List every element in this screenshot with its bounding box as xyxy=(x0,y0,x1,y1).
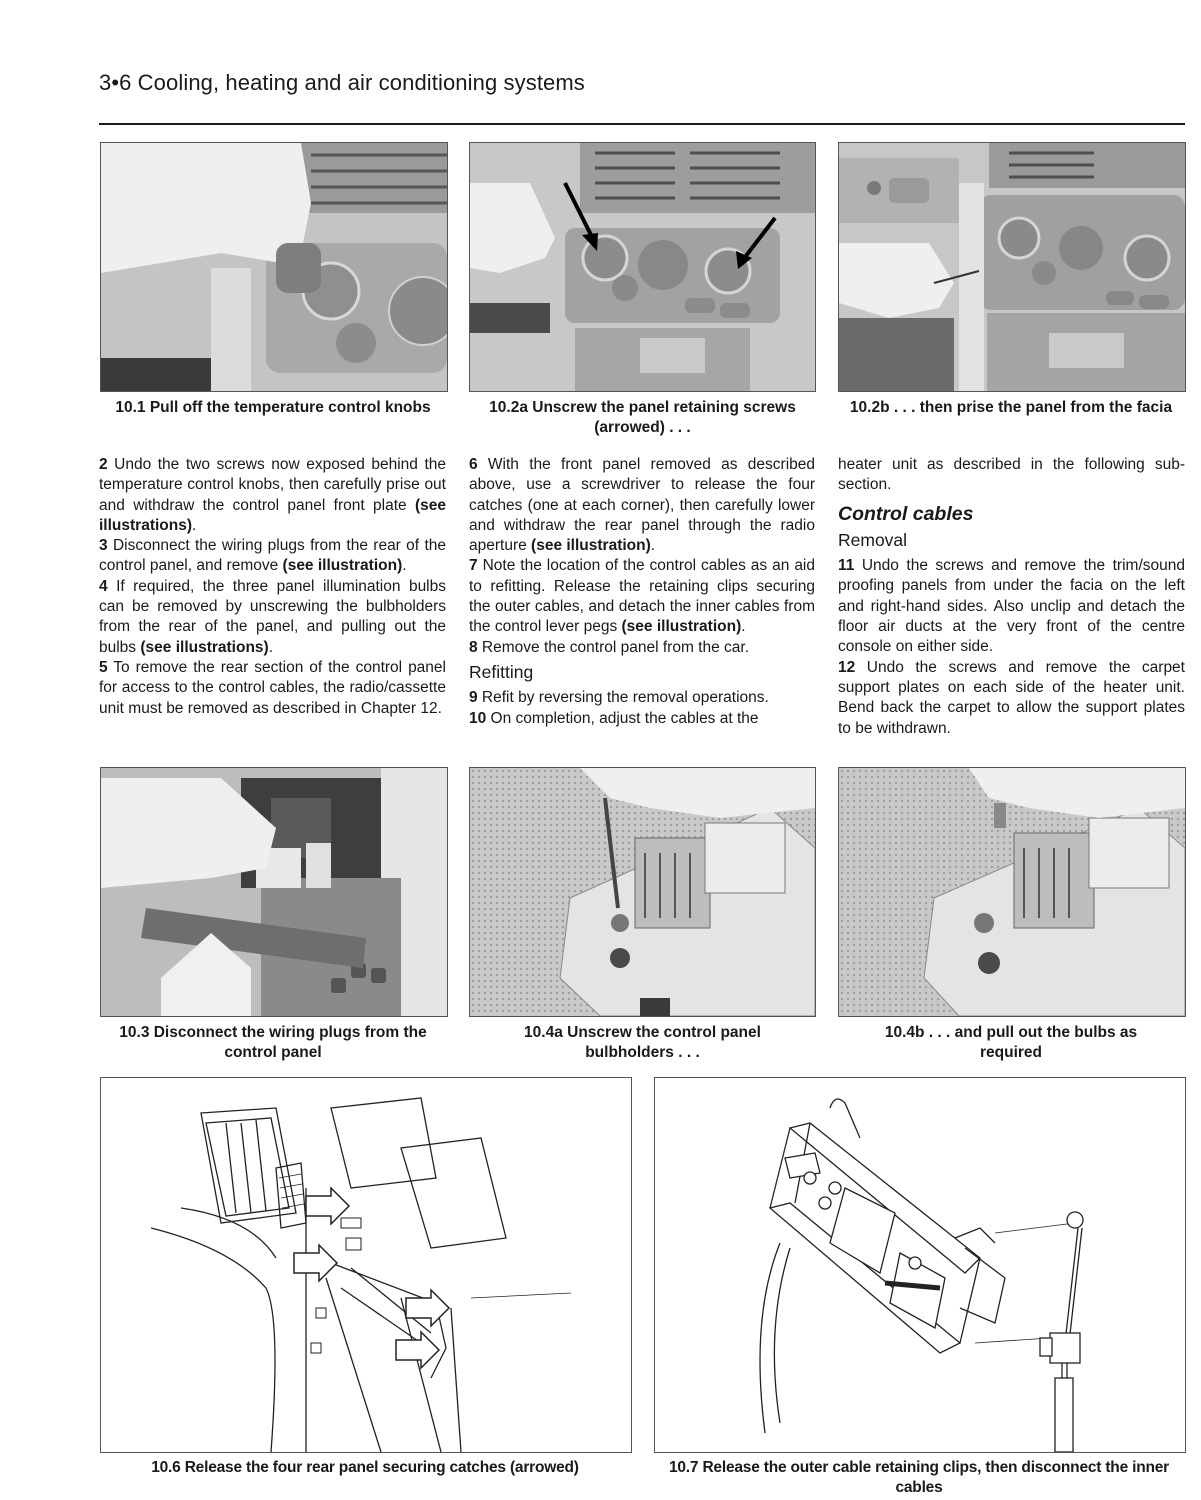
paragraph-2: 2 Undo the two screws now exposed behind the temperature control knobs, then carefully prise out and withdraw the control panel front plate (see illustrations). xyxy=(99,456,446,534)
diagram-10-7 xyxy=(654,1077,1186,1453)
paragraph-10: 10 On completion, adjust the cables at the xyxy=(469,709,759,727)
caption-10-7: 10.7 Release the outer cable retaining clips, then disconnect the inner cables xyxy=(668,1459,1170,1496)
photo-10-3 xyxy=(100,767,448,1017)
paragraph-6: 6 With the front panel removed as described above, use a screwdriver to release the four catches (one at each corner), then carefully lower and withdraw the rear panel through the radio aperture (see illustration). xyxy=(469,456,815,555)
paragraph-continued: heater unit as described in the following sub-section. xyxy=(838,456,1185,494)
header-rule xyxy=(99,123,1185,125)
section-heading-control-cables: Control cables xyxy=(838,502,974,525)
paragraph-12: 12 Undo the screws and remove the carpet support plates on each side of the heater unit. Bend back the carpet to allow the support plates to be withdrawn. xyxy=(838,658,1185,737)
caption-10-4a: 10.4a Unscrew the control panel bulbholders . . . xyxy=(524,1024,761,1061)
paragraph-9: 9 Refit by reversing the removal operations. xyxy=(469,689,769,707)
caption-10-6: 10.6 Release the four rear panel securing catches (arrowed) xyxy=(151,1459,579,1476)
paragraph-7: 7 Note the location of the control cables as an aid to refitting. Release the retaining clips securing the outer cables, and detach the inner cables from the control lever pegs (see illustration). xyxy=(469,557,815,636)
text-column-1 xyxy=(99,455,446,719)
heading-removal: Removal xyxy=(838,529,908,550)
paragraph-3: 3 Disconnect the wiring plugs from the rear of the control panel, and remove (see illustration). xyxy=(99,537,446,575)
photo-10-2b xyxy=(838,142,1186,392)
caption-10-2b: 10.2b . . . then prise the panel from the facia xyxy=(849,399,1173,416)
caption-10-3: 10.3 Disconnect the wiring plugs from the control panel xyxy=(119,1024,427,1061)
text-column-3 xyxy=(838,455,1185,739)
caption-10-1: 10.1 Pull off the temperature control knobs xyxy=(115,399,431,416)
diagram-10-6 xyxy=(100,1077,632,1453)
text-column-2 xyxy=(469,455,815,729)
photo-10-1 xyxy=(100,142,448,392)
paragraph-11: 11 Undo the screws and remove the trim/sound proofing panels from under the facia on the left and right-hand sides. Also unclip and detach the floor air ducts at the very front of the centre console on either side. xyxy=(838,557,1185,656)
paragraph-5: 5 To remove the rear section of the control panel for access to the control cables, the radio/cassette unit must be removed as described in Chapter 12. xyxy=(99,658,446,717)
photo-10-4b xyxy=(838,767,1186,1017)
caption-10-4b: 10.4b . . . and pull out the bulbs as required xyxy=(884,1024,1138,1061)
paragraph-8: 8 Remove the control panel from the car. xyxy=(469,638,750,656)
paragraph-4: 4 If required, the three panel illumination bulbs can be removed by unscrewing the bulbholders from the rear of the panel, and pulling out the bulbs (see illustrations). xyxy=(99,577,446,656)
page-header: 3•6 Cooling, heating and air conditioning systems xyxy=(99,70,585,95)
photo-10-4a xyxy=(469,767,816,1017)
photo-10-2a xyxy=(469,142,816,392)
caption-10-2a: 10.2a Unscrew the panel retaining screws (arrowed) . . . xyxy=(489,399,796,436)
heading-refitting: Refitting xyxy=(469,661,534,682)
